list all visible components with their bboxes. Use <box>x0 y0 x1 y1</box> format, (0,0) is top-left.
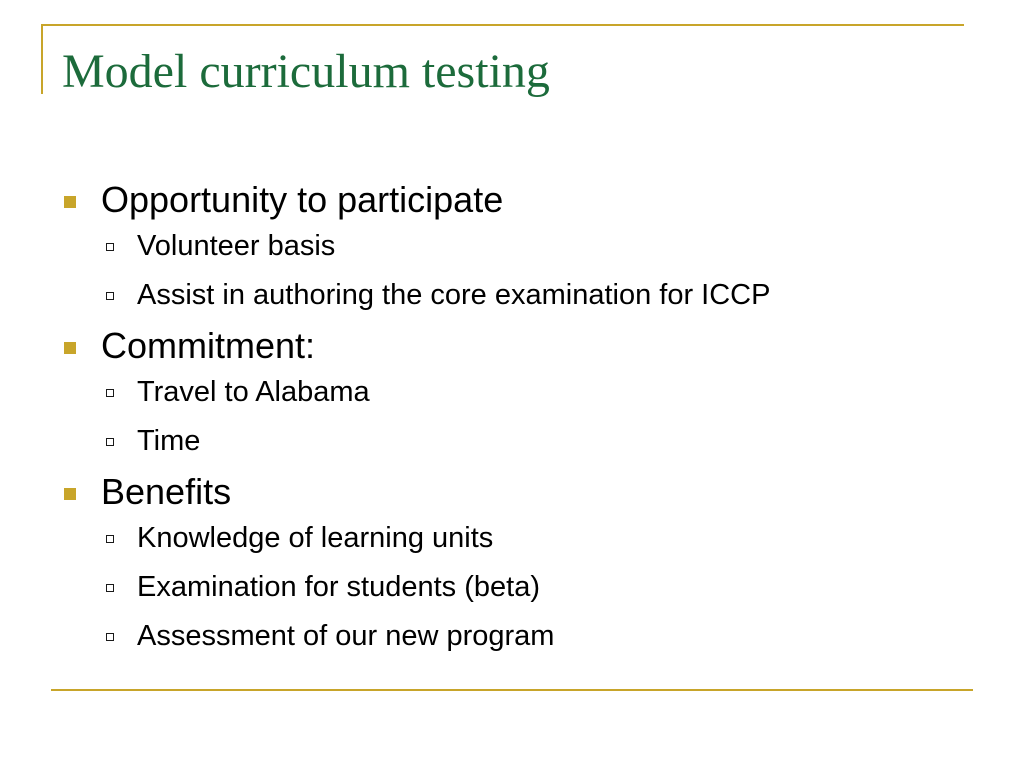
sub-bullet-travel <box>101 368 984 417</box>
hollow-square-bullet-icon <box>106 633 114 641</box>
sub-bullet-assist <box>101 271 984 320</box>
hollow-square-bullet-icon <box>106 584 114 592</box>
sub-bullet-text: Examination for students (beta) <box>137 571 540 603</box>
bullet-text: Benefits <box>101 471 232 512</box>
filled-square-bullet-icon <box>64 342 76 354</box>
title-top-rule <box>41 24 964 26</box>
hollow-square-bullet-icon <box>106 389 114 397</box>
bullet-benefits <box>64 466 984 661</box>
hollow-square-bullet-icon <box>106 535 114 543</box>
sub-bullet-assessment <box>101 612 984 661</box>
hollow-square-bullet-icon <box>106 438 114 446</box>
footer-rule <box>51 689 973 691</box>
sub-bullet-text: Travel to Alabama <box>137 376 370 408</box>
sub-bullet-knowledge <box>101 514 984 563</box>
title-left-rule <box>41 24 43 94</box>
sub-bullet-text: Time <box>137 425 201 457</box>
sub-bullet-list <box>101 222 984 320</box>
sub-bullet-text: Assist in authoring the core examination for ICCP <box>137 279 771 311</box>
sub-bullet-list <box>101 368 984 466</box>
sub-bullet-text: Assessment of our new program <box>137 620 555 652</box>
bullet-list <box>64 174 984 661</box>
sub-bullet-time <box>101 417 984 466</box>
sub-bullet-text: Volunteer basis <box>137 230 336 262</box>
sub-bullet-list <box>101 514 984 661</box>
bullet-commitment <box>64 320 984 466</box>
bullet-text: Commitment: <box>101 325 316 366</box>
sub-bullet-volunteer <box>101 222 984 271</box>
slide-title: Model curriculum testing <box>62 45 550 98</box>
filled-square-bullet-icon <box>64 196 76 208</box>
bullet-opportunity <box>64 174 984 320</box>
bullet-text: Opportunity to participate <box>101 179 504 220</box>
sub-bullet-examination <box>101 563 984 612</box>
hollow-square-bullet-icon <box>106 243 114 251</box>
sub-bullet-text: Knowledge of learning units <box>137 522 494 554</box>
filled-square-bullet-icon <box>64 488 76 500</box>
hollow-square-bullet-icon <box>106 292 114 300</box>
